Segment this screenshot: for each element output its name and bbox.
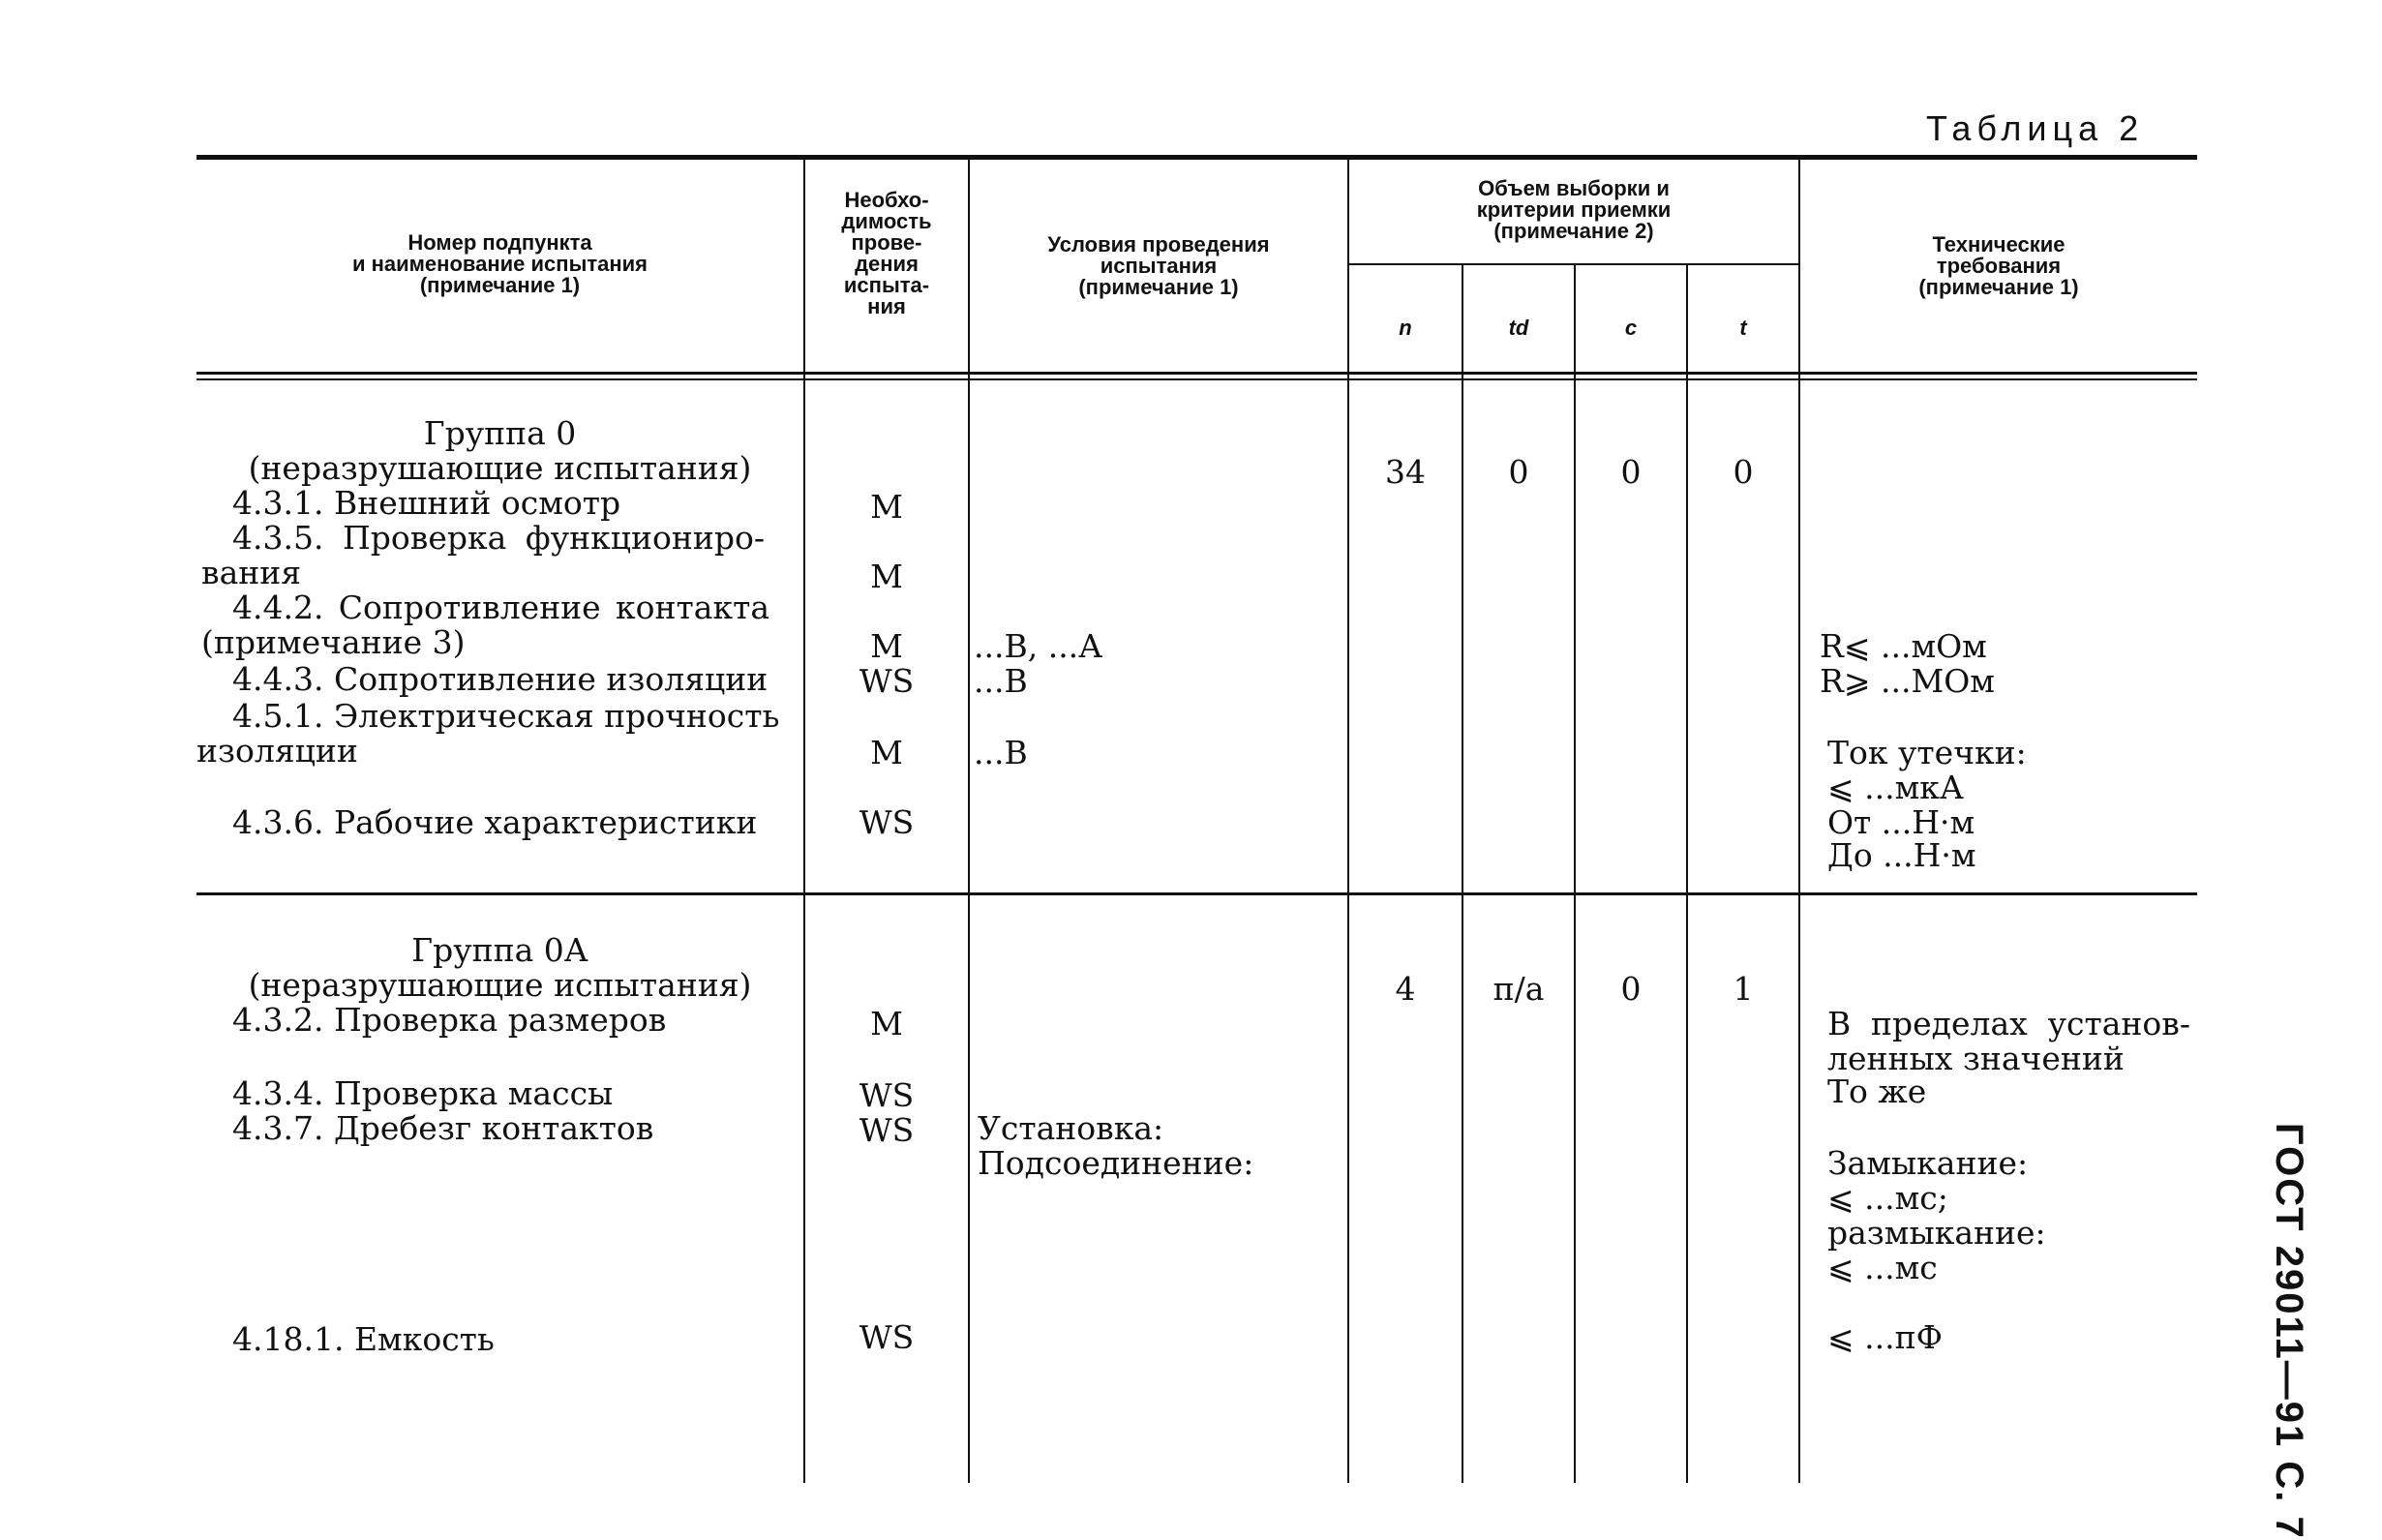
group0-td: 0 (1508, 453, 1529, 491)
group0a-row1-req-b: ленных значений (1827, 1040, 2125, 1077)
header-col-necessity: Необхо- димость прове- дения испыта- ния (841, 188, 932, 318)
group0-row3-cond: ...В, ...А (974, 627, 1103, 665)
group0a-row2-need: WS (859, 1076, 915, 1114)
group0-row3-name-a: 4.4.2. Сопротивление контакта (232, 589, 769, 626)
group0-row4-name: 4.4.3. Сопротивление изоляции (232, 660, 769, 698)
group0-title: Группа 0 (423, 414, 577, 452)
group0a-row3-req-b: ⩽ ...мс; (1827, 1179, 1948, 1217)
group0a-row3-req-c: размыкание: (1827, 1214, 2046, 1252)
group0-row5-name-a: 4.5.1. Электрическая прочность (232, 697, 780, 735)
group0a-row3-need: WS (859, 1111, 915, 1149)
header-c: c (1624, 316, 1638, 340)
group0a-t: 1 (1733, 970, 1754, 1008)
group-divider-rule (196, 892, 2197, 895)
group0-row3-req: R⩽ ...мОм (1820, 627, 1987, 665)
table-caption: Таблица 2 (1926, 108, 2145, 148)
col-divider-7 (1798, 157, 1800, 1483)
group0-row5-need: M (870, 734, 903, 771)
group0-row5-cond: ...В (974, 734, 1028, 771)
group0-row5-name-b: изоляции (196, 732, 358, 770)
group0-row6-req-a: От ...Н·м (1827, 803, 1975, 841)
group0a-row3-cond-b: Подсоединение: (978, 1144, 1254, 1182)
group0-row1-need: M (870, 488, 903, 526)
group0-n: 34 (1385, 453, 1426, 491)
group0a-row2-name: 4.3.4. Проверка массы (232, 1074, 614, 1112)
header-td: td (1508, 316, 1529, 340)
table-top-rule (196, 155, 2197, 160)
group0-row4-req: R⩾ ...МОм (1820, 662, 1995, 700)
group0a-n: 4 (1395, 970, 1416, 1008)
header-t: t (1739, 316, 1747, 340)
header-col-sample: Объем выборки и критерии приемки (примечание 2) (1476, 176, 1672, 243)
header-bottom-rule-2 (196, 378, 2197, 380)
group0-t: 0 (1733, 453, 1754, 491)
col-divider-4 (1462, 265, 1463, 1483)
group0a-c: 0 (1620, 970, 1642, 1008)
group0-row1-name: 4.3.1. Внешний осмотр (232, 484, 621, 522)
subheader-rule (1347, 263, 1798, 265)
group0-row3-name-b: (примечание 3) (201, 623, 466, 661)
group0-row3-need: M (870, 627, 903, 665)
group0-c: 0 (1620, 453, 1642, 491)
group0a-row4-need: WS (859, 1318, 915, 1356)
group0a-row1-name: 4.3.2. Проверка размеров (232, 1001, 667, 1039)
group0a-subtitle: (неразрушающие испытания) (248, 966, 752, 1004)
group0a-row3-cond-a: Установка: (978, 1109, 1164, 1147)
side-page-label: ГОСТ 29011—91 С. 7 (2268, 1123, 2310, 1540)
group0a-row3-name: 4.3.7. Дребезг контактов (232, 1109, 654, 1147)
group0-row2-name-b: вания (201, 554, 302, 591)
group0-row4-cond: ...В (974, 662, 1028, 700)
group0-row2-need: M (870, 558, 903, 595)
header-bottom-rule (196, 372, 2197, 375)
header-col-conditions: Условия проведения испытания (примечание 1) (1047, 232, 1270, 299)
header-col-requirements: Технические требования (примечание 1) (1918, 232, 2079, 299)
group0-row2-name-a: 4.3.5. Проверка функциониро- (232, 519, 765, 557)
group0-row5-req-a: Ток утечки: (1827, 734, 2027, 771)
group0-row6-req-b: До ...Н·м (1827, 836, 1976, 874)
group0a-row2-req: То же (1827, 1072, 1927, 1110)
group0-row4-need: WS (859, 662, 915, 700)
col-divider-5 (1574, 265, 1576, 1483)
header-col-test-name: Номер подпункта и наименование испытания (примечание 1) (351, 230, 648, 297)
group0a-row3-req-d: ⩽ ...мс (1827, 1249, 1938, 1286)
group0-row6-need: WS (859, 803, 915, 841)
col-divider-6 (1686, 265, 1688, 1483)
group0-row6-name: 4.3.6. Рабочие характеристики (232, 803, 758, 841)
group0a-row4-name: 4.18.1. Емкость (232, 1320, 495, 1358)
group0a-row1-need: M (870, 1005, 903, 1042)
header-n: n (1399, 316, 1412, 340)
group0a-row3-req-a: Замыкание: (1827, 1144, 2029, 1182)
col-divider-2 (968, 157, 970, 1483)
group0a-row4-req: ⩽ ...пФ (1827, 1318, 1943, 1356)
group0a-td: п/а (1493, 970, 1545, 1008)
col-divider-3 (1347, 157, 1349, 1483)
group0a-title: Группа 0А (411, 931, 588, 969)
group0-subtitle: (неразрушающие испытания) (248, 449, 752, 487)
group0-row5-req-b: ⩽ ...мкА (1827, 769, 1964, 806)
group0a-row1-req-a: В пределах установ- (1827, 1005, 2190, 1042)
